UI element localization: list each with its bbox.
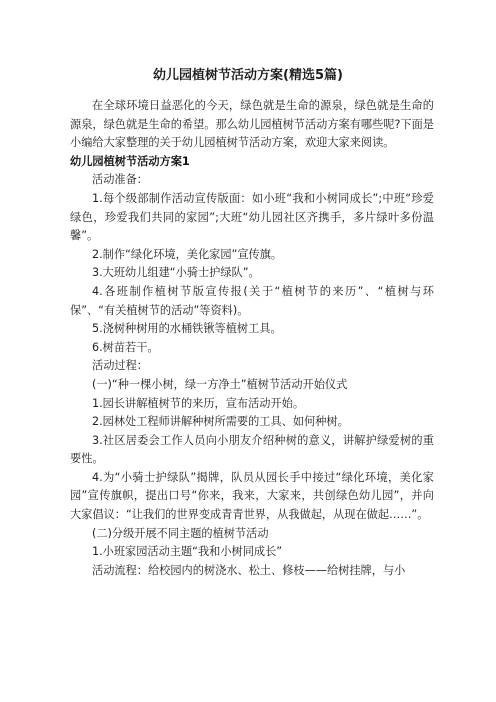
document-title: 幼儿园植树节活动方案(精选5篇) [153, 68, 343, 83]
part-item: 活动流程：给校园内的树浇水、松土、修枝——给树挂牌，与小 [92, 563, 406, 577]
document-body [70, 97, 434, 580]
intro-paragraph: 在全球环境日益恶化的今天，绿色就是生命的源泉，绿色就是生命的源泉，绿色就是生命的希望。那么幼儿园植树节活动方案有哪些呢?下面是小编给大家整理的关于幼儿园植树节活动方案，欢迎大家来阅读。 [70, 99, 434, 150]
prep-item: 2.制作“绿化环境，美化家园”宣传旗。 [92, 247, 283, 261]
part-item: 1.小班家园活动主题“我和小树同成长” [92, 545, 283, 559]
prep-item: 4.各班制作植树节版宣传报(关于“植树节的来历”、“植树与环保”、“有关植树节的活动”等资料)。 [70, 284, 434, 317]
part-item: 4.为“小骑士护绿队”揭牌，队员从园长手中接过“绿化环境，美化家园”宣传旗帜，提出口号“你来，我来，大家来，共创绿色幼儿园”，并向大家倡议：“让我们的世界变成青青世界，从我做起，从现在做起……”。 [70, 470, 434, 522]
prep-item: 6.树苗若干。 [92, 340, 159, 354]
part-item: 3.社区居委会工作人员向小朋友介绍种树的意义，讲解护绿爱树的重要性。 [70, 433, 434, 466]
part-item: 2.园林处工程师讲解种树所需要的工具、如何种树。 [92, 415, 349, 429]
process-label: 活动过程： [92, 359, 148, 373]
prep-item: 3.大班幼儿组建“小骑士护绿队”。 [92, 266, 260, 280]
part-title: (一)“种一棵小树，绿一方净土”植树节活动开始仪式 [92, 377, 348, 391]
part-item: 1.园长讲解植树节的来历，宣布活动开始。 [92, 396, 305, 410]
part-title: (二)分级开展不同主题的植树节活动 [92, 526, 269, 540]
prep-item: 5.浇树种树用的水桶铁锹等植树工具。 [92, 322, 282, 336]
section-heading: 幼儿园植树节活动方案1 [70, 154, 190, 168]
prep-item: 1.每个级部制作活动宣传版面：如小班“我和小树同成长”;中班“珍爱绿色，珍爱我们共同的家园”;大班“幼儿园社区齐携手，多片绿叶多份温馨”。 [70, 191, 434, 243]
prep-label: 活动准备： [92, 173, 148, 187]
